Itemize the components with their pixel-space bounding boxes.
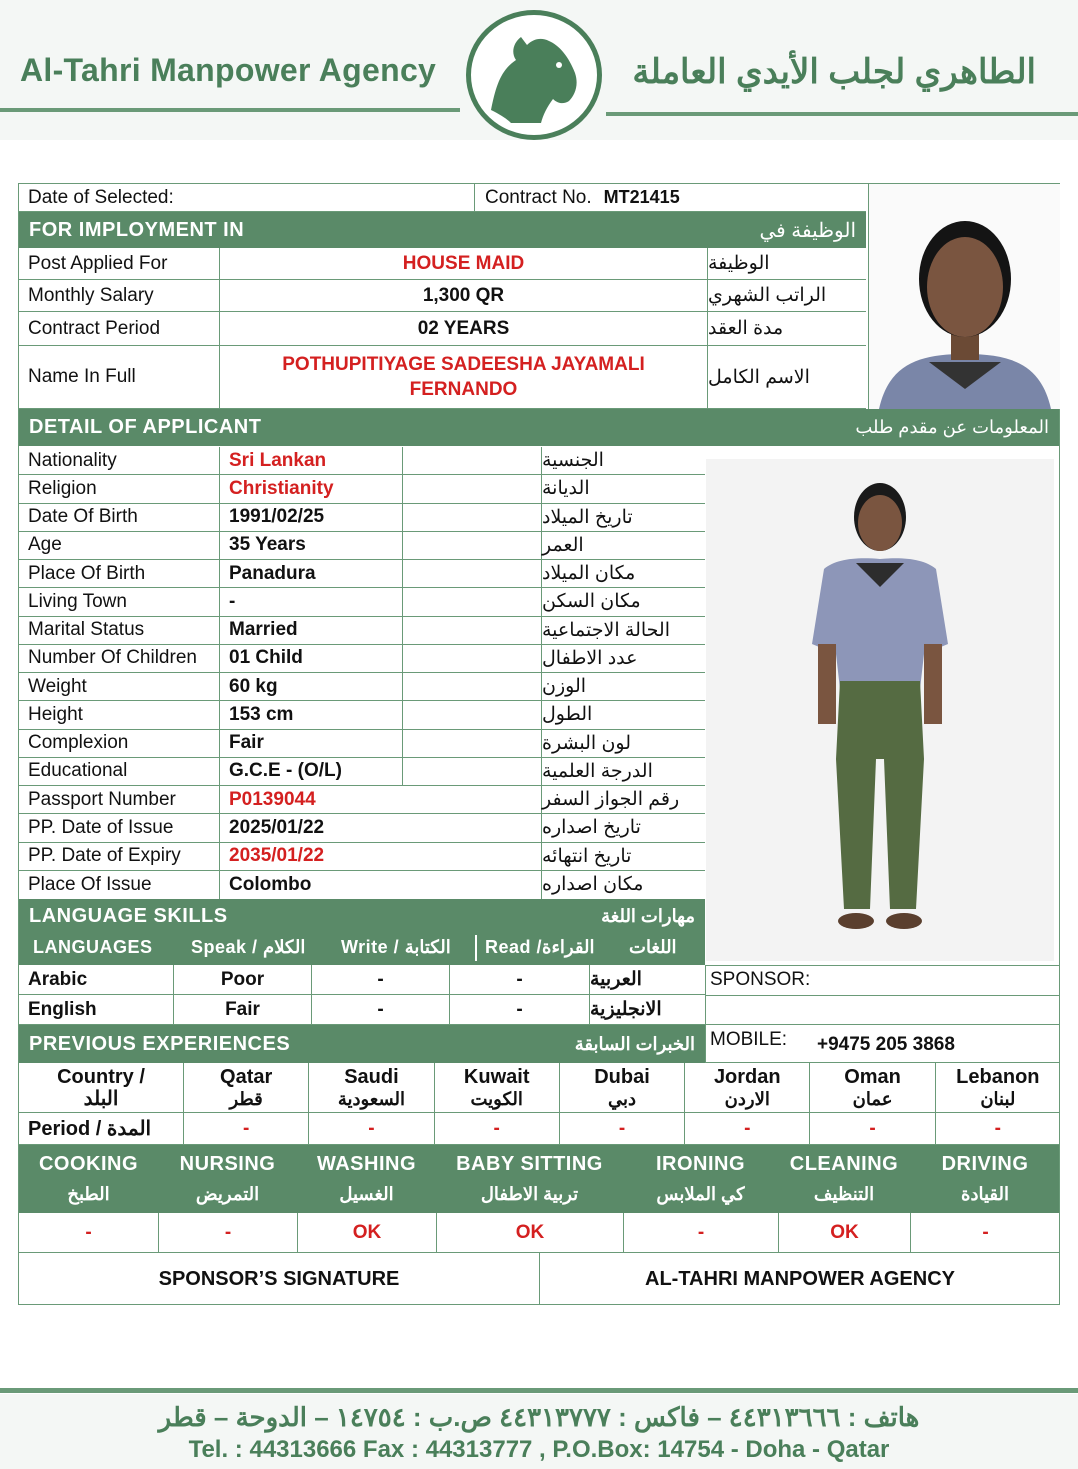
country-name-en: Qatar bbox=[220, 1065, 273, 1088]
applicant-extra-cell bbox=[402, 730, 541, 757]
applicant-row bbox=[19, 871, 705, 899]
full-name-label: Name In Full bbox=[28, 366, 136, 387]
contract-number: MT21415 bbox=[603, 187, 680, 207]
skill-baby-sitting bbox=[436, 1149, 623, 1209]
experience-band bbox=[19, 1025, 705, 1063]
full-name-ar: الاسم الكامل bbox=[707, 346, 867, 408]
lang-col-speak: Speak / الكلام bbox=[191, 937, 306, 957]
skill-value: OK bbox=[778, 1213, 910, 1252]
applicant-row bbox=[19, 673, 705, 701]
applicant-value: Colombo bbox=[219, 871, 541, 899]
applicant-value: Christianity bbox=[219, 475, 402, 502]
country-name-ar: الاردن bbox=[724, 1088, 770, 1109]
applicant-value: 2025/01/22 bbox=[219, 814, 541, 841]
language-band-ar: مهارات اللغة bbox=[601, 905, 695, 926]
employment-band bbox=[19, 212, 866, 248]
applicant-row bbox=[19, 617, 705, 645]
period-lebanon: - bbox=[935, 1113, 1060, 1144]
period-qatar: - bbox=[183, 1113, 308, 1144]
country-name-en: Lebanon bbox=[956, 1065, 1040, 1088]
applicant-value: 1991/02/25 bbox=[219, 504, 402, 531]
sponsor-field bbox=[705, 965, 1060, 1025]
contract-period-row bbox=[19, 312, 866, 346]
applicant-label: Place Of Issue bbox=[28, 873, 152, 895]
applicant-extra-cell bbox=[402, 475, 541, 502]
applicant-value: G.C.E - (O/L) bbox=[219, 758, 402, 785]
applicant-label-ar: تاريخ انتهائه bbox=[541, 843, 705, 870]
skill-name-en: NURSING bbox=[179, 1153, 276, 1175]
lang-arabic-read: - bbox=[449, 965, 589, 994]
applicant-label-ar: الحالة الاجتماعية bbox=[541, 617, 705, 644]
applicant-row bbox=[19, 758, 705, 786]
applicant-label: Height bbox=[28, 703, 83, 725]
contract-period-value: 02 YEARS bbox=[219, 312, 707, 345]
country-name-ar: لبنان bbox=[980, 1088, 1016, 1109]
lang-arabic: Arabic bbox=[28, 968, 88, 990]
applicant-label: Complexion bbox=[28, 732, 129, 754]
full-name-row bbox=[19, 346, 866, 409]
skill-name-en: WASHING bbox=[316, 1153, 417, 1175]
contract-period-ar: مدة العقد bbox=[707, 312, 867, 345]
skill-name-en: BABY SITTING bbox=[456, 1153, 603, 1175]
country-row bbox=[19, 1063, 1059, 1113]
lang-row-english bbox=[19, 995, 705, 1025]
lang-arabic-ar: العربية bbox=[589, 965, 705, 994]
portrait-photo bbox=[868, 184, 1060, 409]
experience-band-en: PREVIOUS EXPERIENCES bbox=[29, 1032, 291, 1055]
applicant-value: Sri Lankan bbox=[219, 447, 402, 474]
application-form bbox=[18, 183, 1060, 1305]
lang-english-speak: Fair bbox=[173, 995, 311, 1024]
applicant-extra-cell bbox=[402, 617, 541, 644]
full-body-photo bbox=[706, 459, 1054, 961]
applicant-label-ar: مكان اصداره bbox=[541, 871, 705, 899]
skill-name-en: CLEANING bbox=[789, 1153, 899, 1175]
agency-name-en: Al-Tahri Manpower Agency bbox=[20, 52, 437, 88]
period-saudi: - bbox=[308, 1113, 433, 1144]
mobile-label: MOBILE: bbox=[710, 1029, 788, 1050]
period-oman: - bbox=[809, 1113, 934, 1144]
applicant-label-ar: الجنسية bbox=[541, 447, 705, 474]
applicant-label: Passport Number bbox=[28, 788, 176, 810]
post-value: HOUSE MAID bbox=[219, 248, 707, 279]
footer-contact-ar: هاتف : ٤٤٣١٣٦٦٦ – فاكس : ٤٤٣١٣٧٧٧ ص.ب : ١٤٧٥٤ – الدوحة – قطر bbox=[158, 1402, 920, 1432]
applicant-extra-cell bbox=[402, 673, 541, 700]
skill-name-ar: كي الملابس bbox=[656, 1184, 745, 1204]
applicant-label-ar: لون البشرة bbox=[541, 730, 705, 757]
skill-name-ar: تربية الاطفال bbox=[480, 1184, 579, 1204]
applicant-label: Religion bbox=[28, 477, 97, 499]
post-label: Post Applied For bbox=[28, 252, 168, 274]
applicant-row bbox=[19, 701, 705, 729]
skill-value: OK bbox=[297, 1213, 436, 1252]
lang-arabic-speak: Poor bbox=[173, 965, 311, 994]
skill-name-en: IRONING bbox=[655, 1153, 746, 1175]
applicant-value: - bbox=[219, 588, 402, 615]
applicant-row bbox=[19, 814, 705, 842]
country-name-en: Dubai bbox=[594, 1065, 650, 1088]
skills-values-row bbox=[19, 1213, 1059, 1253]
applicant-extra-cell bbox=[402, 588, 541, 615]
footer-contact-en: Tel. : 44313666 Fax : 44313777 , P.O.Box: 14754 - Doha - Qatar bbox=[188, 1436, 890, 1463]
language-band bbox=[19, 899, 705, 965]
applicant-value: 01 Child bbox=[219, 645, 402, 672]
salary-row bbox=[19, 280, 866, 312]
country-label-en: Country / bbox=[57, 1065, 145, 1088]
applicant-value: 60 kg bbox=[219, 673, 402, 700]
skill-value: - bbox=[85, 1221, 92, 1243]
applicant-row bbox=[19, 560, 705, 588]
skill-name-en: DRIVING bbox=[941, 1153, 1029, 1175]
full-name-line1: POTHUPITIYAGE SADEESHA JAYAMALI bbox=[282, 354, 645, 375]
applicant-label: Marital Status bbox=[28, 619, 145, 641]
applicant-value: 35 Years bbox=[219, 532, 402, 559]
skill-name-ar: الغسيل bbox=[339, 1184, 394, 1204]
lang-english: English bbox=[28, 998, 97, 1020]
period-dubai: - bbox=[559, 1113, 684, 1144]
applicant-extra-cell bbox=[402, 504, 541, 531]
contract-period-label: Contract Period bbox=[28, 317, 161, 339]
header-rule-left bbox=[0, 108, 460, 112]
country-jordan bbox=[684, 1063, 809, 1112]
applicant-extra-cell bbox=[402, 701, 541, 728]
applicant-value: Panadura bbox=[219, 560, 402, 587]
applicant-extra-cell bbox=[402, 758, 541, 785]
applicant-label: Date Of Birth bbox=[28, 506, 138, 528]
applicant-value: 153 cm bbox=[219, 701, 402, 728]
country-dubai bbox=[559, 1063, 684, 1112]
skills-band bbox=[19, 1145, 1059, 1213]
applicant-band-en: DETAIL OF APPLICANT bbox=[29, 416, 262, 438]
skill-ironing bbox=[623, 1149, 778, 1209]
skill-name-ar: الطبخ bbox=[67, 1184, 110, 1204]
applicant-row bbox=[19, 588, 705, 616]
lang-english-ar: الانجليزية bbox=[589, 995, 705, 1024]
skill-name-ar: التنظيف bbox=[813, 1184, 875, 1204]
applicant-extra-cell bbox=[402, 447, 541, 474]
applicant-row bbox=[19, 447, 705, 475]
country-oman bbox=[809, 1063, 934, 1112]
applicant-label: Living Town bbox=[28, 590, 127, 612]
salary-ar: الراتب الشهري bbox=[707, 280, 867, 311]
applicant-label-ar: عدد الاطفال bbox=[541, 645, 705, 672]
salary-label: Monthly Salary bbox=[28, 284, 154, 306]
country-name-en: Kuwait bbox=[463, 1065, 530, 1088]
contract-label: Contract No. bbox=[485, 186, 592, 208]
applicant-label-ar: تاريخ اصداره bbox=[541, 814, 705, 841]
applicant-value: P0139044 bbox=[219, 786, 541, 813]
horse-logo-icon bbox=[466, 10, 602, 140]
experience-band-ar: الخبرات السابقة bbox=[574, 1033, 695, 1054]
period-label: Period / المدة bbox=[28, 1118, 152, 1140]
applicant-details bbox=[19, 447, 705, 899]
skill-name-ar: التمريض bbox=[195, 1184, 260, 1204]
applicant-label-ar: الوزن bbox=[541, 673, 705, 700]
skill-value: - bbox=[158, 1213, 297, 1252]
applicant-row bbox=[19, 786, 705, 814]
applicant-label: PP. Date of Issue bbox=[28, 816, 174, 838]
skill-name-ar: القيادة bbox=[961, 1184, 1009, 1204]
header-rule-right bbox=[606, 112, 1078, 116]
skill-washing bbox=[297, 1149, 436, 1209]
applicant-label: Age bbox=[28, 534, 62, 556]
country-name-en: Jordan bbox=[713, 1065, 781, 1088]
skill-cooking bbox=[19, 1149, 158, 1209]
country-name-ar: الكويت bbox=[470, 1088, 523, 1109]
applicant-row bbox=[19, 504, 705, 532]
lang-col-language: LANGUAGES bbox=[33, 937, 153, 957]
skill-value: OK bbox=[436, 1213, 623, 1252]
applicant-label: Educational bbox=[28, 760, 128, 782]
applicant-label-ar: تاريخ الميلاد bbox=[541, 504, 705, 531]
period-jordan: - bbox=[684, 1113, 809, 1144]
lang-row-arabic bbox=[19, 965, 705, 995]
employment-band-ar: الوظيفة في bbox=[759, 219, 856, 242]
skill-driving bbox=[910, 1149, 1060, 1209]
applicant-row bbox=[19, 730, 705, 758]
applicant-row bbox=[19, 532, 705, 560]
applicant-row bbox=[19, 645, 705, 673]
applicant-label: Number Of Children bbox=[28, 647, 197, 669]
skill-cleaning bbox=[778, 1149, 910, 1209]
applicant-label-ar: مكان السكن bbox=[541, 588, 705, 615]
lang-arabic-write: - bbox=[311, 965, 449, 994]
applicant-label: Place Of Birth bbox=[28, 562, 146, 584]
applicant-value: 2035/01/22 bbox=[219, 843, 541, 870]
applicant-label: PP. Date of Expiry bbox=[28, 845, 181, 867]
applicant-label: Weight bbox=[28, 675, 87, 697]
period-kuwait: - bbox=[434, 1113, 559, 1144]
mobile-number: +9475 205 3868 bbox=[817, 1034, 955, 1055]
applicant-band bbox=[19, 409, 1059, 446]
applicant-label: Nationality bbox=[28, 449, 117, 471]
applicant-value: Fair bbox=[219, 730, 402, 757]
country-kuwait bbox=[434, 1063, 559, 1112]
mobile-field bbox=[705, 1025, 1060, 1063]
applicant-label-ar: رقم الجواز السفر bbox=[541, 786, 705, 813]
sponsor-signature: SPONSOR’S SIGNATURE bbox=[158, 1267, 400, 1290]
period-row bbox=[19, 1113, 1059, 1145]
country-name-ar: عمان bbox=[852, 1088, 893, 1109]
lang-english-read: - bbox=[449, 995, 589, 1024]
agency-signature: AL-TAHRI MANPOWER AGENCY bbox=[539, 1253, 1060, 1305]
applicant-row bbox=[19, 843, 705, 871]
skill-name-en: COOKING bbox=[38, 1153, 139, 1175]
country-label bbox=[19, 1063, 183, 1112]
applicant-extra-cell bbox=[402, 645, 541, 672]
applicant-label-ar: الديانة bbox=[541, 475, 705, 502]
skill-value: - bbox=[623, 1213, 778, 1252]
applicant-value: Married bbox=[219, 617, 402, 644]
country-lebanon bbox=[935, 1063, 1060, 1112]
country-label-ar: البلد bbox=[83, 1087, 119, 1110]
lang-col-read: Read /القراءة bbox=[485, 937, 595, 957]
applicant-label-ar: الطول bbox=[541, 701, 705, 728]
country-name-ar: السعودية bbox=[337, 1088, 406, 1109]
skill-nursing bbox=[158, 1149, 297, 1209]
applicant-row bbox=[19, 475, 705, 503]
lang-col-write: Write / الكتابة bbox=[341, 937, 451, 957]
salary-value: 1,300 QR bbox=[219, 280, 707, 311]
agency-name-ar: الطاهري لجلب الأيدي العاملة bbox=[632, 53, 1036, 91]
signature-row bbox=[19, 1253, 1059, 1305]
applicant-label-ar: العمر bbox=[541, 532, 705, 559]
country-name-en: Oman bbox=[844, 1065, 901, 1088]
applicant-label-ar: مكان الميلاد bbox=[541, 560, 705, 587]
skill-value: - bbox=[910, 1213, 1060, 1252]
country-qatar bbox=[183, 1063, 308, 1112]
applicant-extra-cell bbox=[402, 532, 541, 559]
country-saudi bbox=[308, 1063, 433, 1112]
country-name-en: Saudi bbox=[344, 1065, 399, 1088]
language-band-en: LANGUAGE SKILLS bbox=[29, 904, 228, 927]
lang-col-ar: اللغات bbox=[629, 937, 677, 957]
employment-band-en: FOR IMPLOYMENT IN bbox=[29, 218, 245, 241]
sponsor-label: SPONSOR: bbox=[710, 969, 811, 990]
date-selected-label: Date of Selected: bbox=[28, 186, 174, 208]
applicant-extra-cell bbox=[402, 560, 541, 587]
country-name-ar: قطر bbox=[229, 1088, 263, 1109]
post-row bbox=[19, 248, 866, 280]
lang-english-write: - bbox=[311, 995, 449, 1024]
full-name-line2: FERNANDO bbox=[409, 379, 518, 400]
country-name-ar: دبي bbox=[607, 1088, 636, 1109]
post-ar: الوظيفة bbox=[707, 248, 867, 279]
applicant-band-ar: المعلومات عن مقدم طلب bbox=[855, 417, 1049, 437]
footer-rule bbox=[0, 1388, 1078, 1393]
applicant-label-ar: الدرجة العلمية bbox=[541, 758, 705, 785]
